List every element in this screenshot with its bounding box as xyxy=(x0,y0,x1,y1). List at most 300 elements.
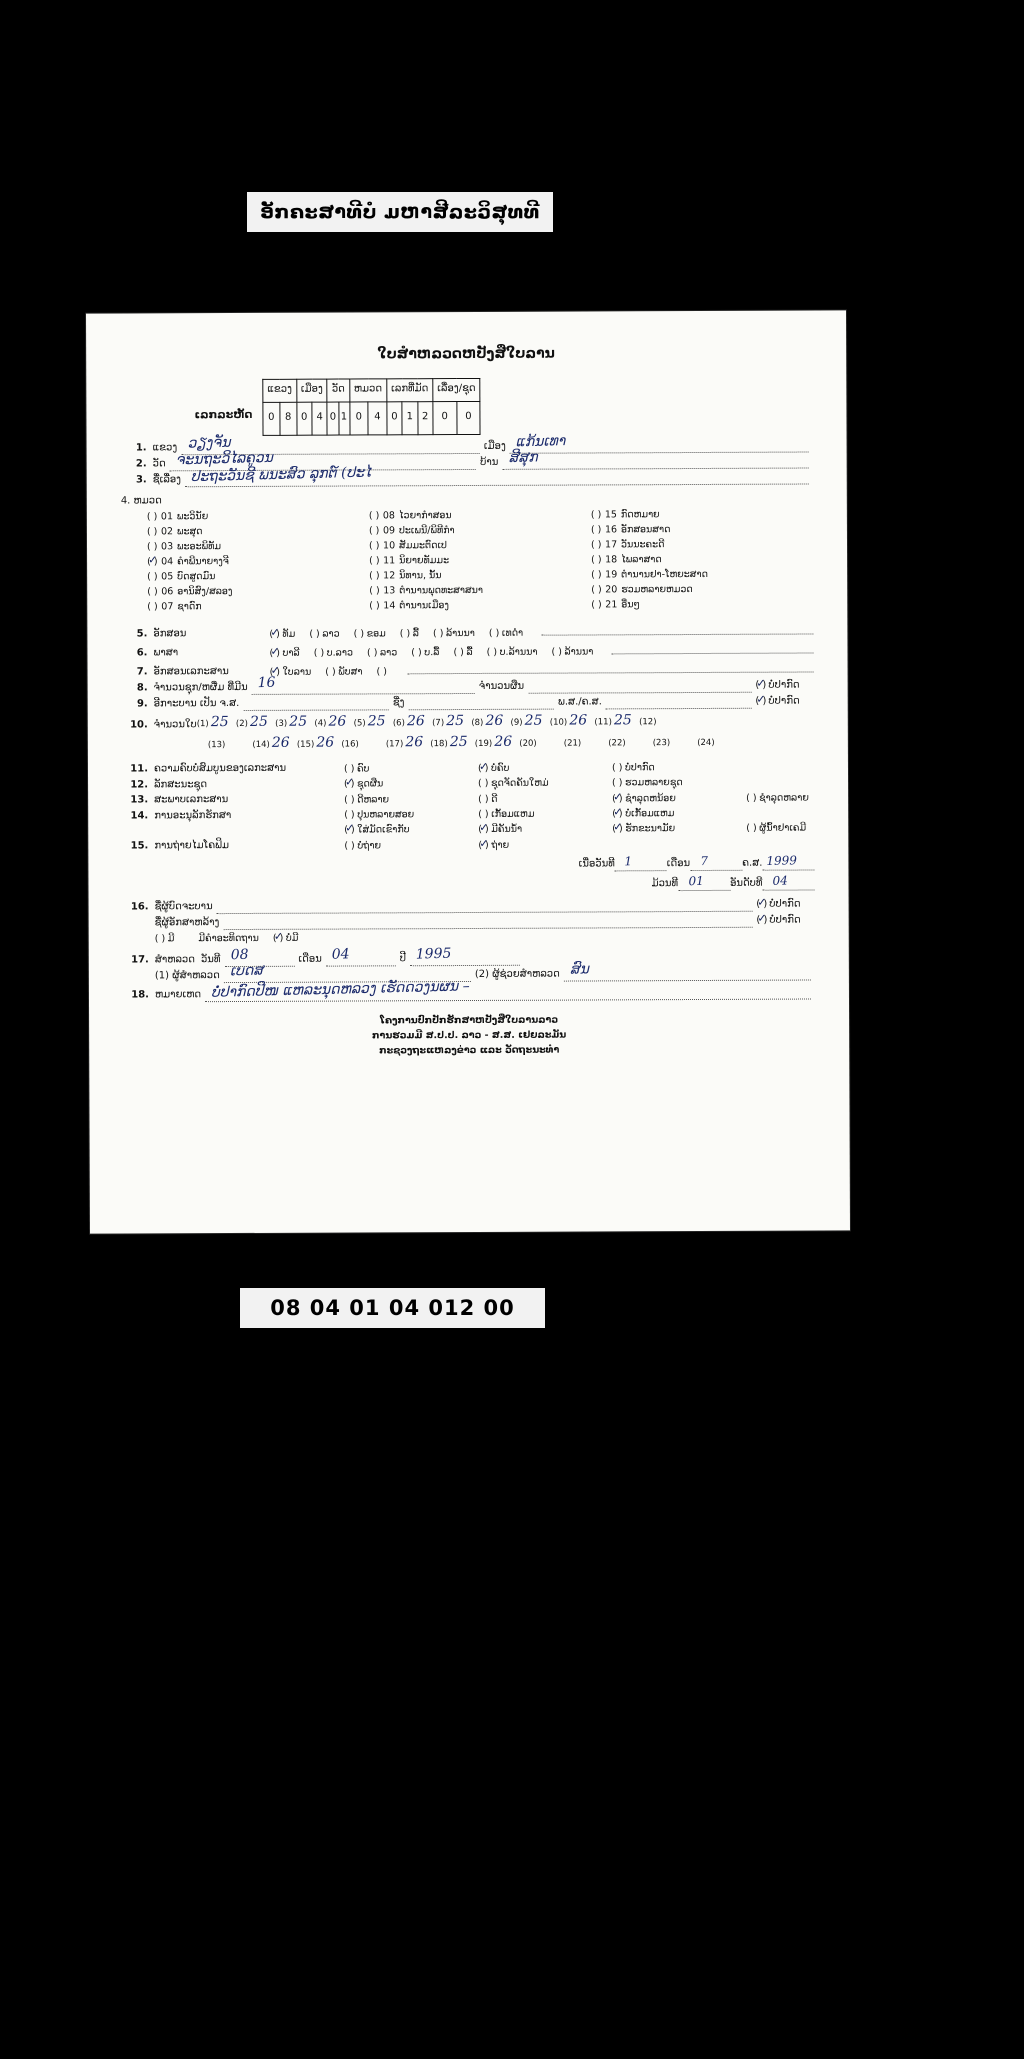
checkbox-icon[interactable]: ( ) xyxy=(146,526,158,538)
category-option[interactable] xyxy=(369,524,591,540)
checkbox-icon[interactable]: ( ) xyxy=(488,627,500,639)
leaves-slots-continued xyxy=(148,729,814,757)
slot-index: (2) xyxy=(235,718,248,729)
category-option[interactable] xyxy=(369,569,591,585)
language-option[interactable] xyxy=(551,646,593,658)
checkbox-icon[interactable]: ( ) xyxy=(154,933,166,945)
leaf-slot[interactable] xyxy=(697,734,737,751)
slot-index: (18) xyxy=(430,739,448,750)
microfilm-option[interactable] xyxy=(344,840,464,852)
option-label: ພະອະພິທັມ xyxy=(176,541,222,553)
field-label-bundle-type: ລັກສະນະຊຸດ xyxy=(154,778,208,791)
microfilm-date-line xyxy=(122,852,814,873)
microfilm-frame-label: ອັນດັບທີ xyxy=(730,877,763,890)
checkbox-icon-checked[interactable]: ( ) ✓ xyxy=(270,667,283,679)
option-label: ບ.ລາວ xyxy=(326,647,354,659)
slot-index: (15) xyxy=(296,739,315,750)
checkbox-icon-checked[interactable]: ( ) ✓ xyxy=(612,824,625,836)
microfilm-roll-line xyxy=(122,873,814,893)
donor-unknown-option[interactable] xyxy=(756,915,800,928)
handwriting-manuscript-title: ປະຖະວັນຊີ ພນະສົວ ລຸກຕ໌ (ປະໄ xyxy=(190,464,372,486)
checkbox-icon[interactable]: ( ) xyxy=(368,510,380,522)
slot-value: 26 xyxy=(328,713,347,730)
slot-index: (10) xyxy=(549,717,568,728)
field-number: 11. xyxy=(130,763,149,775)
code-digit: 1 xyxy=(338,402,349,435)
checkbox-icon[interactable]: ( ) xyxy=(590,539,602,551)
leaf-slot[interactable] xyxy=(341,736,381,753)
category-option[interactable] xyxy=(591,583,813,599)
checkbox-icon[interactable]: ( ) xyxy=(551,646,562,658)
checkbox-icon[interactable]: ( ) xyxy=(325,666,336,678)
category-option-selected[interactable] xyxy=(147,555,369,571)
bottom-barcode-label xyxy=(240,1288,545,1328)
checkbox-icon[interactable]: ( ) xyxy=(343,763,355,775)
category-option[interactable] xyxy=(147,525,369,541)
checkbox-icon[interactable]: ( ) xyxy=(591,599,602,611)
field-label-equals: ຊີ່ງ xyxy=(392,697,405,709)
leaf-slot[interactable] xyxy=(297,731,337,756)
handwriting-village: ສີສຸກ xyxy=(508,449,538,467)
condition-option[interactable] xyxy=(746,792,809,804)
input-leaf-count[interactable] xyxy=(528,679,751,693)
code-digit: 0 xyxy=(327,402,338,435)
microfilm-frame-value[interactable] xyxy=(762,873,814,890)
microfilm-month-label: ເດືອນ xyxy=(666,858,691,870)
checkbox-icon[interactable]: ( ) xyxy=(611,762,623,774)
checkbox-icon[interactable]: ( ) xyxy=(353,628,365,640)
option-label: ບໍ່ຄົບ xyxy=(490,762,510,774)
option-label: ມີ xyxy=(167,932,175,944)
leaf-slot[interactable] xyxy=(314,713,348,731)
option-number: 09 xyxy=(382,525,396,537)
checkbox-icon-checked[interactable]: ( ) ✓ xyxy=(612,809,625,821)
colophon-options xyxy=(155,932,313,945)
category-option[interactable] xyxy=(591,553,813,569)
bundle-count-unknown-option[interactable] xyxy=(755,680,799,693)
handwriting-survey-day: 08 xyxy=(230,946,249,964)
checkbox-icon[interactable]: ( ) xyxy=(369,570,380,582)
checkbox-icon-checked[interactable]: ( ) ✓ xyxy=(755,680,768,693)
preservation-option-selected[interactable] xyxy=(612,809,674,821)
option-label: ລ້ານນາ xyxy=(445,627,475,640)
script-option[interactable] xyxy=(400,628,419,640)
slot-index: (1) xyxy=(196,718,209,729)
leaf-slot[interactable] xyxy=(393,713,427,731)
category-option[interactable] xyxy=(147,510,369,526)
code-table xyxy=(262,377,481,435)
language-option[interactable] xyxy=(487,647,538,659)
input-scribe[interactable] xyxy=(217,898,753,913)
field-row-completeness xyxy=(122,761,814,777)
slot-value: 25 xyxy=(367,712,386,730)
category-option[interactable] xyxy=(369,509,591,525)
slot-index: (12) xyxy=(639,716,657,727)
input-notes[interactable] xyxy=(205,978,811,1002)
option-label: ຂອມ xyxy=(366,628,386,640)
checkbox-icon-checked[interactable]: ( ) ✓ xyxy=(273,932,286,944)
slot-value: 26 xyxy=(494,733,513,751)
field-label-leaves: ຈໍານວນໃບ xyxy=(153,718,197,730)
field-number: 2. xyxy=(135,458,147,470)
option-number: 18 xyxy=(605,554,618,566)
option-label: ບໍ່ມີ xyxy=(285,932,299,944)
script-other-input[interactable] xyxy=(541,622,813,635)
checkbox-icon[interactable]: ( ) xyxy=(591,584,602,596)
condition-option[interactable] xyxy=(478,793,598,805)
checkbox-icon[interactable]: ( ) xyxy=(432,628,444,640)
material-option[interactable] xyxy=(376,666,389,678)
slot-index: (22) xyxy=(608,738,626,749)
leaf-slot[interactable] xyxy=(511,712,545,730)
field-label-survey-year: ປີ xyxy=(399,953,407,965)
leaf-slot[interactable] xyxy=(197,714,231,732)
input-donor[interactable] xyxy=(223,914,752,929)
checkbox-icon-checked[interactable]: ( ) ✓ xyxy=(269,629,282,641)
footer-line-3: ກະຊວງຖະແຫລງຂ່າວ ແລະ ວັດຖະນະທໍາ xyxy=(379,1044,560,1057)
option-label: ຄົບ xyxy=(356,763,370,775)
leaf-slot[interactable] xyxy=(236,713,270,731)
category-option[interactable] xyxy=(147,585,369,601)
handwriting-district: ແກ້ນເທາ xyxy=(515,433,566,451)
checkbox-icon[interactable]: ( ) xyxy=(369,555,380,567)
checkbox-icon[interactable]: ( ) xyxy=(478,793,489,805)
category-option[interactable] xyxy=(369,554,591,570)
option-label: ກົດຫມາຍ xyxy=(620,509,660,521)
checkbox-icon[interactable]: ( ) xyxy=(344,809,355,821)
preservation-option[interactable] xyxy=(344,809,464,821)
field-row-condition xyxy=(122,792,814,808)
code-digit: 0 xyxy=(263,402,280,435)
option-label: ເກັ້ອມແຫມ xyxy=(491,809,535,821)
field-row-material xyxy=(122,660,814,679)
language-other-input[interactable] xyxy=(611,641,813,654)
option-label: ຮວມຫລາຍຊຸດ xyxy=(625,777,683,789)
option-label: ຄໍາພີນາຍາງຈີ xyxy=(177,556,229,568)
colophon-option-selected[interactable] xyxy=(273,932,299,944)
condition-option-selected[interactable] xyxy=(612,793,732,805)
option-label: ລາວ xyxy=(322,628,340,640)
option-label: ລາວ xyxy=(379,647,398,659)
option-number: 03 xyxy=(160,541,174,553)
microfilm-date-year[interactable] xyxy=(762,852,814,870)
code-digit: 2 xyxy=(417,401,433,434)
checkbox-icon[interactable]: ( ) xyxy=(368,525,380,537)
scribe-unknown-option[interactable] xyxy=(756,899,800,912)
field-row-bundle-count xyxy=(122,674,814,695)
option-number: 08 xyxy=(382,510,395,522)
leaf-slot[interactable] xyxy=(471,712,505,730)
checkbox-icon[interactable]: ( ) xyxy=(590,524,602,536)
category-column-3 xyxy=(591,508,813,614)
option-label: ດີ xyxy=(491,793,498,805)
option-label: ພັບສາ xyxy=(338,666,363,678)
checkbox-icon-checked[interactable]: ( ) ✓ xyxy=(344,825,357,837)
checkbox-icon-checked[interactable]: ( ) ✓ xyxy=(756,899,769,912)
checkbox-icon-checked[interactable]: ( ) ✓ xyxy=(344,779,357,791)
field-label-village: ບ້ານ xyxy=(480,456,499,468)
leaf-slot[interactable] xyxy=(639,716,679,729)
input-survey-month[interactable] xyxy=(326,946,396,966)
field-label-completeness: ຄວາມຄົບບໍ່ສົມບູນຂອງເລກະສານ xyxy=(153,763,287,775)
checkbox-icon[interactable]: ( ) xyxy=(147,586,158,598)
script-option[interactable] xyxy=(433,628,475,640)
category-option[interactable] xyxy=(369,539,591,555)
preservation-options-2 xyxy=(344,823,820,837)
code-digit: 0 xyxy=(387,401,403,434)
field-number: 3. xyxy=(135,474,147,486)
code-header-district: ເມືອງ xyxy=(296,379,327,402)
code-header-title: ເລື່ອງ/ຊຸດ xyxy=(433,378,480,401)
checkbox-icon[interactable]: ( ) xyxy=(376,666,387,678)
leaf-slot[interactable] xyxy=(354,713,388,731)
leaf-slot[interactable] xyxy=(275,713,309,731)
category-option[interactable] xyxy=(147,540,369,556)
material-options xyxy=(270,660,814,678)
checkbox-icon-checked[interactable]: ( ) ✓ xyxy=(478,840,491,852)
language-option[interactable] xyxy=(411,647,439,659)
field-row-language xyxy=(121,641,813,660)
language-option[interactable] xyxy=(367,647,397,659)
checkbox-icon[interactable]: ( ) xyxy=(746,792,757,804)
leaf-slot[interactable] xyxy=(208,736,248,753)
code-digit: 0 xyxy=(349,401,368,434)
checkbox-icon[interactable]: ( ) xyxy=(478,809,489,821)
leaf-slot[interactable] xyxy=(519,735,559,752)
checkbox-icon[interactable]: ( ) xyxy=(399,628,411,640)
language-option-selected[interactable] xyxy=(269,648,299,660)
slot-index: (17) xyxy=(385,739,404,750)
top-banner-text: ອັກຄະສາທີບໍ ມຫາສີລະວິສຸທທີ xyxy=(260,201,540,223)
field-number: 16. xyxy=(130,901,149,913)
checkbox-icon[interactable]: ( ) xyxy=(147,601,158,613)
field-label-surveyor-1: (1) ຜູ້ສໍາຫລວດ xyxy=(154,970,220,982)
script-option[interactable] xyxy=(489,628,523,640)
field-label: ແຂວງ xyxy=(152,442,178,454)
field-row-donor xyxy=(123,914,815,930)
microfilm-date-month[interactable] xyxy=(690,853,742,870)
input-year-cs[interactable] xyxy=(243,697,389,711)
option-label: ຮວມຫລາຍຫມວດ xyxy=(621,584,693,596)
field-row-category xyxy=(121,492,813,508)
checkbox-icon[interactable]: ( ) xyxy=(309,628,320,640)
code-header-category: ຫມວດ xyxy=(349,378,386,401)
checkbox-icon[interactable]: ( ) xyxy=(453,646,464,658)
checkbox-icon[interactable]: ( ) xyxy=(368,540,380,552)
field-number: 1. xyxy=(135,442,147,454)
leaf-slot[interactable] xyxy=(594,712,634,730)
checkbox-icon[interactable]: ( ) xyxy=(486,646,498,658)
field-input-village[interactable] xyxy=(502,449,808,469)
scanned-form-page xyxy=(86,310,850,1233)
checkbox-icon[interactable]: ( ) xyxy=(369,600,380,612)
preservation-option-selected[interactable] xyxy=(478,824,598,836)
leaf-slot[interactable] xyxy=(430,730,470,755)
language-options xyxy=(269,641,813,659)
input-era[interactable] xyxy=(606,695,752,709)
slot-index: (9) xyxy=(510,717,523,728)
bundle-type-option[interactable] xyxy=(612,778,683,790)
completeness-options xyxy=(344,761,814,775)
slot-index: (5) xyxy=(353,718,366,729)
language-option[interactable] xyxy=(453,647,472,659)
input-survey-year[interactable] xyxy=(410,945,520,965)
input-year-other[interactable] xyxy=(408,696,554,710)
checkbox-icon[interactable]: ( ) xyxy=(746,823,757,835)
script-option[interactable] xyxy=(309,629,339,641)
option-label: ດີຫລາຍ xyxy=(357,794,390,806)
slot-value: 25 xyxy=(613,711,632,728)
code-digit: 0 xyxy=(456,401,480,434)
leaf-slot[interactable] xyxy=(475,730,515,755)
option-label: ນິຍາຍທັມມະ xyxy=(399,555,450,567)
category-option[interactable] xyxy=(147,600,369,616)
field-number: 15. xyxy=(130,840,149,852)
preservation-option[interactable] xyxy=(746,823,806,835)
option-label: ພະສຸດ xyxy=(176,526,203,538)
slot-index: (23) xyxy=(652,738,671,749)
option-label: ມີຄັນນ້ຳ xyxy=(491,824,523,836)
option-label: ບ.ລື້ xyxy=(424,646,440,659)
field-number: 5. xyxy=(136,628,148,640)
checkbox-icon[interactable]: ( ) xyxy=(146,511,158,523)
input-surveyor-2[interactable] xyxy=(564,961,811,981)
checkbox-icon[interactable]: ( ) xyxy=(591,569,602,581)
script-option-selected[interactable] xyxy=(269,629,295,641)
category-option[interactable] xyxy=(369,599,591,615)
category-option[interactable] xyxy=(591,508,813,524)
option-label: ຕໍານານເມືອງ xyxy=(399,600,449,612)
microfilm-date-day[interactable] xyxy=(615,853,667,871)
checkbox-icon[interactable]: ( ) xyxy=(411,647,422,659)
top-banner-label xyxy=(247,192,553,232)
bundle-type-option[interactable] xyxy=(478,778,598,790)
microfilm-roll-value[interactable] xyxy=(678,873,730,891)
slot-value: 26 xyxy=(271,734,290,751)
option-label: ປະເພນີ/ພິທີກໍາ xyxy=(398,525,455,537)
slot-value: 25 xyxy=(446,712,465,729)
option-number: 12 xyxy=(383,570,396,582)
year-unknown-option[interactable] xyxy=(755,696,799,709)
colophon-text: ມີຄໍາອະທິດຖານ xyxy=(198,932,259,944)
field-label-script: ອັກສອນ xyxy=(153,628,187,640)
checkbox-icon[interactable]: ( ) xyxy=(590,509,602,521)
preservation-option-selected[interactable] xyxy=(344,824,464,836)
option-label: ໃບລານ xyxy=(282,666,312,678)
checkbox-icon-checked[interactable]: ( ) ✓ xyxy=(756,915,769,928)
field-input-district[interactable] xyxy=(510,433,809,453)
slot-index: (14) xyxy=(252,739,270,751)
option-number: 11 xyxy=(383,555,396,567)
checkbox-icon[interactable]: ( ) xyxy=(313,647,325,659)
option-label: ອັກສອນສາດ xyxy=(620,524,671,536)
checkbox-icon-checked[interactable]: ( ) ✓ xyxy=(478,763,491,775)
field-label-material: ອັກສອນເລກະສານ xyxy=(153,666,229,678)
slot-index: (21) xyxy=(563,738,582,749)
option-label: ບໍ່ປາກົດ xyxy=(768,679,800,691)
material-option[interactable] xyxy=(325,666,362,678)
page-title: ໃບສໍາຫລວດຫປັງສືໃບລານ xyxy=(377,345,555,363)
field-number: 12. xyxy=(130,779,149,791)
field-number: 14. xyxy=(130,810,149,822)
leaf-slot[interactable] xyxy=(432,713,466,731)
bundle-type-option-selected[interactable] xyxy=(344,778,464,790)
checkbox-icon[interactable]: ( ) xyxy=(366,647,378,659)
material-option-selected[interactable] xyxy=(270,666,312,678)
category-option[interactable] xyxy=(147,570,369,586)
checkbox-icon-checked[interactable]: ( ) ✓ xyxy=(478,824,491,836)
checkbox-icon[interactable]: ( ) xyxy=(612,777,623,789)
language-option[interactable] xyxy=(314,647,353,659)
checkbox-icon[interactable]: ( ) xyxy=(369,585,380,597)
option-number: 13 xyxy=(383,585,396,597)
field-label-leaf-count: ຈໍານວນຜືນ xyxy=(478,680,525,693)
category-option[interactable] xyxy=(591,538,813,554)
leaf-slot[interactable] xyxy=(550,712,590,730)
option-number: 01 xyxy=(160,511,174,523)
checkbox-icon-checked[interactable]: ( ) ✓ xyxy=(755,696,768,709)
field-label-survey-day: ວັນທີ xyxy=(200,954,221,966)
checkbox-icon[interactable]: ( ) xyxy=(344,840,355,852)
handwriting-province: ວຽງຈັນ xyxy=(186,434,231,452)
field-input-manuscript-title[interactable] xyxy=(185,464,809,487)
category-option[interactable] xyxy=(591,598,813,614)
option-label: ຖ່າຍ xyxy=(491,839,510,851)
leaf-slot[interactable] xyxy=(608,734,648,751)
preservation-option[interactable] xyxy=(478,809,598,821)
leaf-slot[interactable] xyxy=(653,734,693,751)
slot-index: (7) xyxy=(432,717,445,728)
option-label: ຜູ້ນົ້າຢາເຄມີ xyxy=(759,822,807,835)
checkbox-icon-checked[interactable]: ( ) ✓ xyxy=(147,556,161,568)
condition-options xyxy=(344,792,823,806)
code-header-bundle: ເລກທີ່ມັດ xyxy=(387,378,433,401)
option-label: ບາລີ xyxy=(282,647,300,659)
option-label: ບໍ່ປາກົດ xyxy=(624,762,655,774)
colophon-option[interactable] xyxy=(155,933,175,945)
field-label-district: ເມືອງ xyxy=(483,440,506,452)
leaf-slot[interactable] xyxy=(386,730,426,755)
checkbox-icon[interactable]: ( ) xyxy=(147,571,158,583)
completeness-option-selected[interactable] xyxy=(478,762,598,774)
input-bundle-count[interactable] xyxy=(252,674,475,695)
checkbox-icon-checked[interactable]: ( ) ✓ xyxy=(269,648,282,660)
microfilm-option-selected[interactable] xyxy=(478,840,509,852)
category-option[interactable] xyxy=(591,523,813,539)
checkbox-icon[interactable]: ( ) xyxy=(591,554,602,566)
option-number: 17 xyxy=(604,539,618,551)
completeness-option[interactable] xyxy=(344,763,464,775)
code-header-temple: ວັດ xyxy=(327,379,349,402)
material-other-input[interactable] xyxy=(407,660,813,674)
script-option[interactable] xyxy=(354,628,386,640)
leaf-slot[interactable] xyxy=(564,735,604,752)
completeness-option[interactable] xyxy=(612,762,655,774)
field-label: ຊື່ເລື່ອງ xyxy=(152,474,181,486)
leaf-slot[interactable] xyxy=(252,731,292,756)
category-option[interactable] xyxy=(591,568,813,584)
field-label-category: 4. ຫມວດ xyxy=(120,494,162,507)
checkbox-icon[interactable]: ( ) xyxy=(478,778,489,790)
checkbox-icon-checked[interactable]: ( ) ✓ xyxy=(612,793,625,805)
checkbox-icon[interactable]: ( ) xyxy=(344,794,355,806)
field-row-notes xyxy=(123,978,815,1002)
category-option[interactable] xyxy=(369,584,591,600)
condition-option[interactable] xyxy=(344,794,464,806)
preservation-option-selected[interactable] xyxy=(612,823,732,835)
option-label: ບໍ່ປາກົດ xyxy=(769,914,801,926)
checkbox-icon[interactable]: ( ) xyxy=(146,541,158,553)
